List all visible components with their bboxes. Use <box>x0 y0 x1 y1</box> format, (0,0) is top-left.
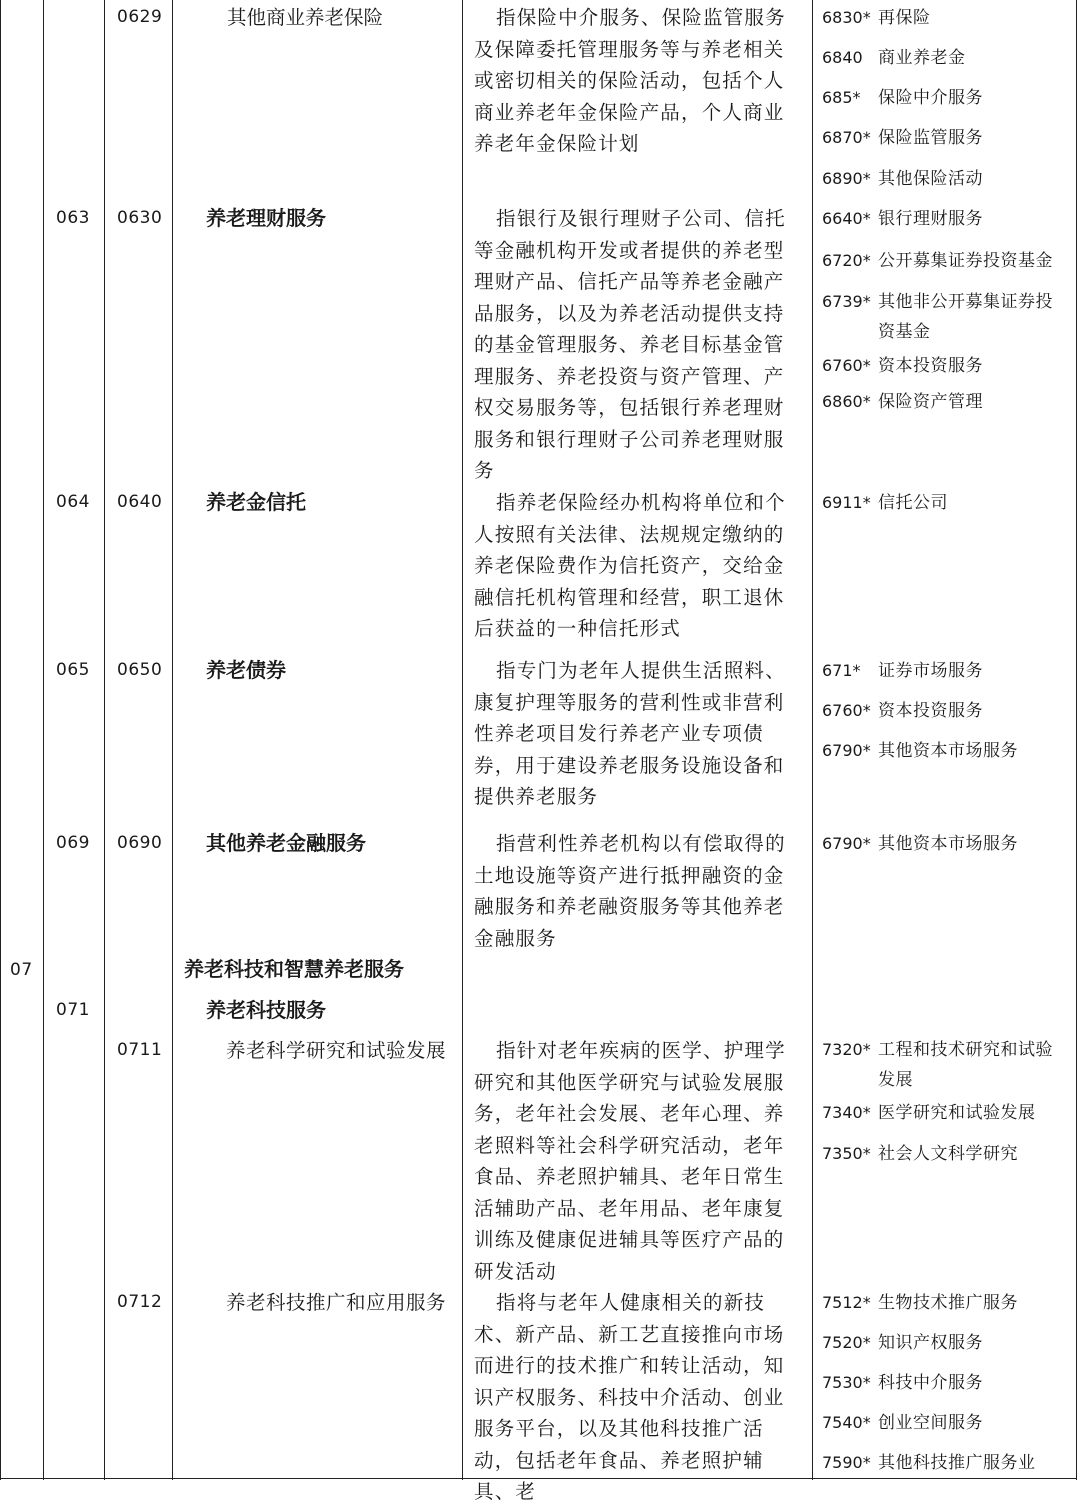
industry-6760-b: 6760* 资本投资服务 <box>822 701 983 721</box>
code4-0712: 0712 <box>117 1292 163 1312</box>
code4-0711: 0711 <box>117 1040 163 1060</box>
code3-064: 064 <box>56 492 90 512</box>
desc-0650: 指专门为老年人提供生活照料、康复护理等服务的营利性或非营利性养老项目发行养老产业专项债券，用于建设养老服务设施设备和提供养老服务 <box>474 659 786 808</box>
col-border-right <box>1076 0 1077 1480</box>
name-0630: 养老理财服务 <box>206 206 326 230</box>
industry-671: 671* 证券市场服务 <box>822 661 983 681</box>
industry-7350: 7350* 社会人文科学研究 <box>822 1144 1018 1164</box>
code3-063: 063 <box>56 208 90 228</box>
name-0690: 其他养老金融服务 <box>206 831 366 855</box>
col-border-left <box>0 0 1 1480</box>
name-0650: 养老债券 <box>206 658 286 682</box>
major-category-code: 07 <box>10 960 33 980</box>
category-title-07: 养老科技和智慧养老服务 <box>184 957 404 981</box>
code4-0629: 0629 <box>117 7 163 27</box>
name-0712: 养老科技推广和应用服务 <box>226 1291 447 1314</box>
industry-7512: 7512* 生物技术推广服务 <box>822 1293 1018 1313</box>
industry-6840: 6840 商业养老金 <box>822 48 966 68</box>
subtitle-071: 养老科技服务 <box>206 998 326 1022</box>
code4-0690: 0690 <box>117 833 163 853</box>
name-0711: 养老科学研究和试验发展 <box>226 1039 447 1062</box>
code4-0630: 0630 <box>117 208 163 228</box>
industry-7340: 7340* 医学研究和试验发展 <box>822 1103 1036 1123</box>
desc-0640: 指养老保险经办机构将单位和个人按照有关法律、法规规定缴纳的养老保险费作为信托资产，交给金融信托机构管理和经营，职工退休后获益的一种信托形式 <box>474 491 786 640</box>
industry-6760-a: 6760* 资本投资服务 <box>822 356 983 376</box>
industry-6720: 6720* 公开募集证券投资基金 <box>822 251 1053 271</box>
name-0640: 养老金信托 <box>206 490 306 514</box>
industry-7540: 7540* 创业空间服务 <box>822 1413 983 1433</box>
industry-6860: 6860* 保险资产管理 <box>822 392 983 412</box>
col-border-2 <box>104 0 105 1480</box>
col-border-1 <box>43 0 44 1480</box>
industry-6830: 6830* 再保险 <box>822 8 931 28</box>
industry-6790-b: 6790* 其他资本市场服务 <box>822 834 1018 854</box>
desc-0630: 指银行及银行理财子公司、信托等金融机构开发或者提供的养老型理财产品、信托产品等养老金融产品服务，以及为养老活动提供支持的基金管理服务、养老目标基金管理服务、养老投资与资产管理、产权交易服务等，包括银行养老理财服务和银行理财子公司养老理财服务 <box>474 207 786 482</box>
industry-7590: 7590* 其他科技推广服务业 <box>822 1453 1036 1473</box>
name-0629: 其他商业养老保险 <box>227 6 384 29</box>
code3-069: 069 <box>56 833 90 853</box>
desc-0711: 指针对老年疾病的医学、护理学研究和其他医学研究与试验发展服务，老年社会发展、老年心理、养老照料等社会科学研究活动，老年食品、养老照护辅具、老年日常生活辅助产品、老年用品、老年康复训练及健康促进辅具等医疗产品的研发活动 <box>474 1039 786 1283</box>
code4-0650: 0650 <box>117 660 163 680</box>
industry-6911: 6911* 信托公司 <box>822 493 948 513</box>
industry-6739: 6739* 其他非公开募集证券投资基金 <box>822 292 1053 342</box>
industry-6640: 6640* 银行理财服务 <box>822 209 983 229</box>
col-border-4 <box>462 0 463 1480</box>
code4-0640: 0640 <box>117 492 163 512</box>
industry-6790-a: 6790* 其他资本市场服务 <box>822 741 1018 761</box>
industry-7320: 7320* 工程和技术研究和试验发展 <box>822 1040 1053 1090</box>
industry-7530: 7530* 科技中介服务 <box>822 1373 983 1393</box>
industry-685: 685* 保险中介服务 <box>822 88 983 108</box>
code3-071: 071 <box>56 1000 90 1020</box>
col-border-3 <box>172 0 173 1480</box>
desc-0712: 指将与老年人健康相关的新技术、新产品、新工艺直接推向市场而进行的技术推广和转让活动，知识产权服务、科技中介活动、创业服务平台，以及其他科技推广活动，包括老年食品、养老照护辅具、老 <box>474 1291 785 1503</box>
desc-0690: 指营利性养老机构以有偿取得的土地设施等资产进行抵押融资的金融服务和养老融资服务等其他养老金融服务 <box>474 832 786 950</box>
industry-7520: 7520* 知识产权服务 <box>822 1333 983 1353</box>
industry-6870: 6870* 保险监管服务 <box>822 128 983 148</box>
col-border-5 <box>812 0 813 1480</box>
code3-065: 065 <box>56 660 90 680</box>
industry-6890: 6890* 其他保险活动 <box>822 169 983 189</box>
desc-0629: 指保险中介服务、保险监管服务及保障委托管理服务等与养老相关或密切相关的保险活动，包括个人商业养老年金保险产品，个人商业养老年金保险计划 <box>474 6 786 155</box>
